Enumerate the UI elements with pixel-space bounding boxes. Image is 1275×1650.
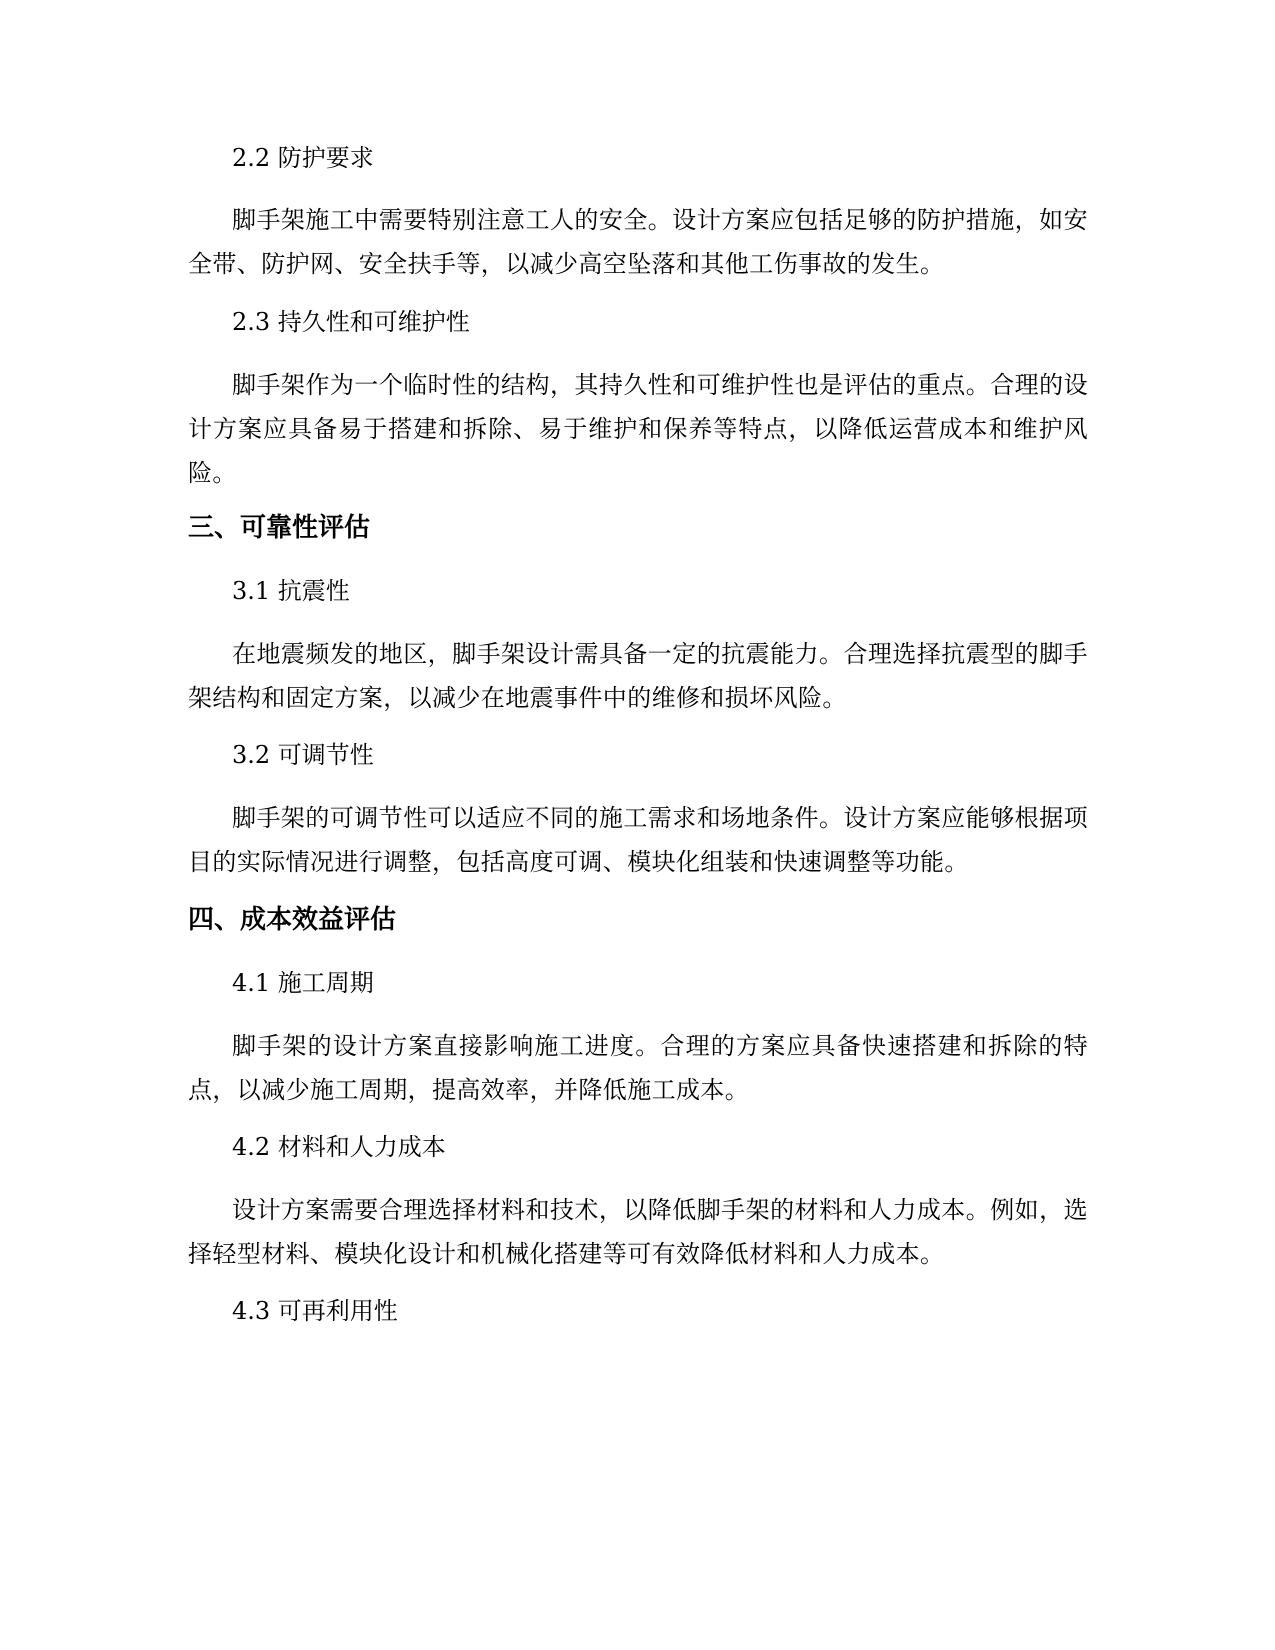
- subsection-title-2-2: 2.2 防护要求: [232, 144, 374, 172]
- subsection-title-3-2: 3.2 可调节性: [232, 741, 374, 769]
- paragraph-2-3: 脚手架作为一个临时性的结构，其持久性和可维护性也是评估的重点。合理的设计方案应具备易于搭建和拆除、易于维护和保养等特点，以降低运营成本和维护风险。: [188, 371, 1088, 487]
- subsection-title-3-1: 3.1 抗震性: [232, 577, 350, 605]
- paragraph-2-2: 脚手架施工中需要特别注意工人的安全。设计方案应包括足够的防护措施，如安全带、防护网、安全扶手等，以减少高空坠落和其他工伤事故的发生。: [188, 206, 1088, 278]
- subsection-title-4-1: 4.1 施工周期: [232, 969, 374, 997]
- paragraph-3-2: 脚手架的可调节性可以适应不同的施工需求和场地条件。设计方案应能够根据项目的实际情况进行调整，包括高度可调、模块化组装和快速调整等功能。: [188, 804, 1088, 876]
- section-heading-4: 四、成本效益评估: [188, 905, 397, 935]
- subsection-title-4-2: 4.2 材料和人力成本: [232, 1133, 446, 1161]
- paragraph-4-2: 设计方案需要合理选择材料和技术，以降低脚手架的材料和人力成本。例如，选择轻型材料、模块化设计和机械化搭建等可有效降低材料和人力成本。: [188, 1196, 1088, 1268]
- subsection-title-4-3: 4.3 可再利用性: [232, 1297, 398, 1325]
- subsection-title-2-3: 2.3 持久性和可维护性: [232, 308, 470, 336]
- paragraph-3-1: 在地震频发的地区，脚手架设计需具备一定的抗震能力。合理选择抗震型的脚手架结构和固定方案，以减少在地震事件中的维修和损坏风险。: [188, 640, 1088, 712]
- paragraph-4-1: 脚手架的设计方案直接影响施工进度。合理的方案应具备快速搭建和拆除的特点，以减少施工周期，提高效率，并降低施工成本。: [188, 1032, 1088, 1104]
- section-heading-3: 三、可靠性评估: [188, 513, 371, 543]
